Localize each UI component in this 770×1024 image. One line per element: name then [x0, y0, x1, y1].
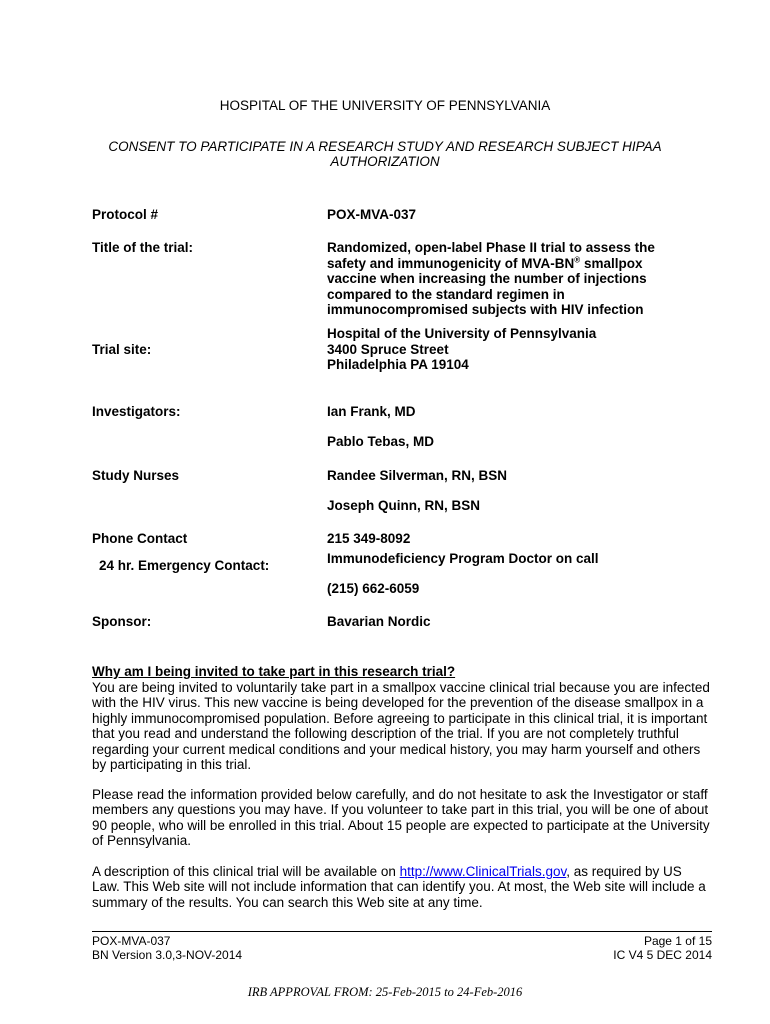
investigator-1: Ian Frank, MD — [327, 404, 416, 419]
title-value — [327, 240, 687, 318]
footer-protocol: POX-MVA-037 — [92, 934, 171, 948]
institution-heading: HOSPITAL OF THE UNIVERSITY OF PENNSYLVANIA — [219, 98, 551, 113]
emergency-contact-value: Immunodeficiency Program Doctor on call — [327, 551, 599, 566]
investigator-2: Pablo Tebas, MD — [327, 434, 435, 449]
study-nurses-label: Study Nurses — [92, 468, 180, 483]
study-nurse-1: Randee Silverman, RN, BSN — [327, 468, 508, 483]
consent-title-line2: AUTHORIZATION — [330, 154, 440, 169]
site-line1: Hospital of the University of Pennsylvania — [327, 326, 597, 341]
site-label: Trial site: — [92, 342, 152, 357]
protocol-value: POX-MVA-037 — [327, 207, 417, 222]
paragraph-invitation: You are being invited to voluntarily take part in a smallpox vaccine clinical trial because you are infected with the HIV virus. This new vaccine is being developed for the prevention of the disease smallpox in a highly immunocompromised population. Before agreeing to participate in this clinical trial, it is important that you read and understand the following description of the trial. If you are not completely truthful regarding your current medical conditions and your medical history, you may harm yourself and others by participating in this trial. — [92, 680, 710, 773]
emergency-contact-phone: (215) 662-6059 — [327, 581, 420, 596]
sponsor-value: Bavarian Nordic — [327, 614, 431, 629]
site-line3: Philadelphia PA 19104 — [327, 357, 469, 372]
site-line2: 3400 Spruce Street — [327, 342, 449, 357]
registered-mark: ® — [574, 255, 581, 264]
sponsor-label: Sponsor: — [92, 614, 152, 629]
investigators-label: Investigators: — [92, 404, 181, 419]
title-value-main: Randomized, open-label Phase II trial to assess the safety and immunogenicity of MVA-BN — [327, 240, 655, 271]
title-value-rest: smallpox vaccine when increasing the number of injections compared to the standard regimen in immunocompromised subjects with HIV infection — [327, 255, 647, 317]
phone-contact-label: Phone Contact — [92, 531, 188, 546]
footer-page-number: Page 1 of 15 — [643, 934, 712, 948]
consent-title-line1: CONSENT TO PARTICIPATE IN A RESEARCH STUDY AND RESEARCH SUBJECT HIPAA — [108, 139, 662, 154]
paragraph-instructions: Please read the information provided below carefully, and do not hesitate to ask the Investigator or staff members any questions you may have. If you volunteer to take part in this trial, you will be one of about 90 people, who will be enrolled in this trial. About 15 people are expected to participate at the University of Pennsylvania. — [92, 787, 710, 849]
study-nurse-2: Joseph Quinn, RN, BSN — [327, 498, 481, 513]
title-label: Title of the trial: — [92, 240, 194, 255]
protocol-label: Protocol # — [92, 207, 159, 222]
paragraph-registry — [92, 864, 712, 910]
emergency-contact-label: 24 hr. Emergency Contact: — [99, 558, 270, 573]
section-heading: Why am I being invited to take part in this research trial? — [92, 664, 456, 679]
registry-text-end: , as required by US Law. This Web site will not include information that can identify you. At most, the Web site will include a summary of the results. You can search this Web site at any time. — [92, 864, 706, 910]
footer-version: BN Version 3.0,3-NOV-2014 — [92, 948, 243, 962]
registry-text-start: A description of this clinical trial will be available on — [92, 864, 400, 879]
irb-approval-stamp: IRB APPROVAL FROM: 25-Feb-2015 to 24-Feb-2016 — [247, 985, 523, 999]
phone-contact-value: 215 349-8092 — [327, 531, 411, 546]
footer-divider — [92, 931, 712, 932]
clinicaltrials-link[interactable]: http://www.ClinicalTrials.gov — [399, 864, 567, 879]
footer-ic-version: IC V4 5 DEC 2014 — [613, 948, 712, 962]
